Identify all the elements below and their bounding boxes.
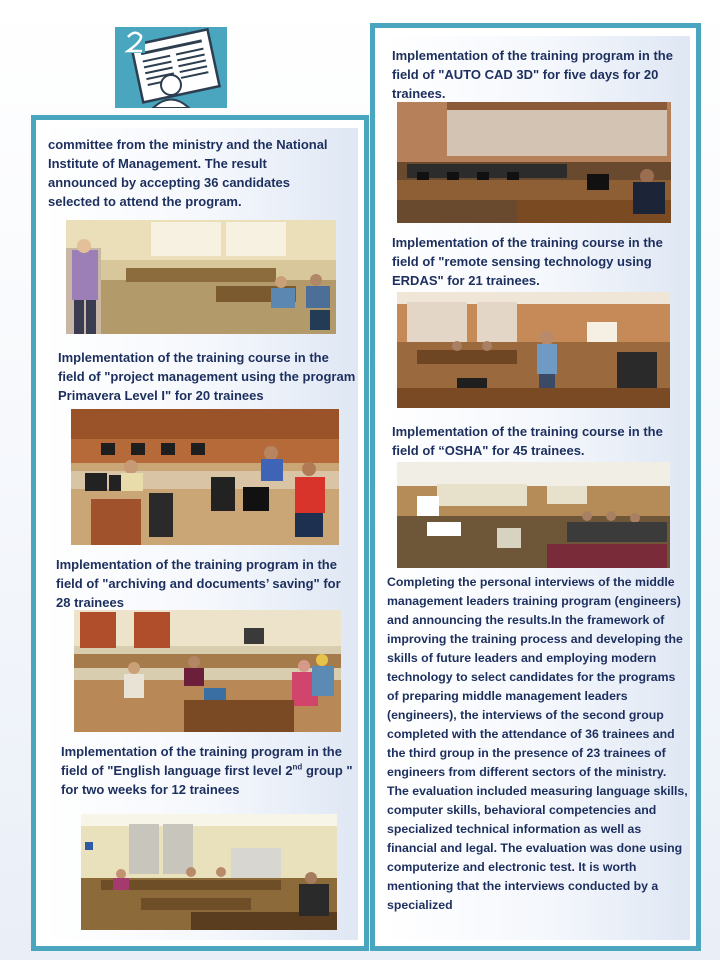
caption-english-text-b: group " for two weeks for 12 trainees xyxy=(61,763,353,797)
caption-english-language xyxy=(61,742,357,799)
left-column-frame xyxy=(31,115,369,951)
caption-osha: Implementation of the training course in the field of “OSHA" for 45 trainees. xyxy=(392,424,663,458)
photo-autocad-lab xyxy=(397,102,671,223)
photo-remote-sensing-lab xyxy=(397,292,670,408)
newsletter-logo-icon xyxy=(115,27,227,108)
intro-paragraph: committee from the ministry and the National Institute of Management. The result announced by accepting 36 candidates selected to attend the program. xyxy=(48,137,328,209)
photo-computer-lab-primavera xyxy=(71,409,339,545)
right-column-panel xyxy=(383,36,690,940)
caption-english-superscript: nd xyxy=(292,762,303,772)
caption-remote-sensing: Implementation of the training course in the field of "remote sensing technology using ERDAS" for 21 trainees. xyxy=(392,235,663,288)
right-column-frame xyxy=(370,23,701,951)
photo-archiving-classroom xyxy=(74,610,341,732)
left-column-panel xyxy=(44,128,358,940)
caption-archiving: Implementation of the training program in the field of "archiving and documents’ saving" for 28 trainees xyxy=(56,557,341,610)
caption-autocad: Implementation of the training program in the field of "AUTO CAD 3D" for five days for 20 trainees. xyxy=(392,48,673,101)
caption-english-text-a: Implementation of the training program in the field of "English language first level 2 xyxy=(61,744,342,778)
caption-primavera: Implementation of the training course in the field of "project management using the program Primavera Level I" for 20 trainees xyxy=(58,350,356,403)
interviews-body-text: Completing the personal interviews of the middle management leaders training program (engineers) and announcing the results.In the framework of improving the training process and developing the skills of future leaders and employing modern technology to select candidates for the programs of preparing middle management leaders (engineers), the interviews of the second group completed with the attendance of 36 trainees and the third group in the presence of 23 trainees of engineers from different sectors of the ministry. The evaluation included measuring language skills, computer skills, behavioral competencies and specialized technical information as well as financial and legal. The evaluation was done using computerize and electronic test. It is worth mentioning that the interviews conducted by a specialized xyxy=(387,575,688,912)
photo-committee-meeting xyxy=(66,220,336,334)
photo-english-classroom xyxy=(81,814,337,930)
photo-osha-hall xyxy=(397,462,670,568)
